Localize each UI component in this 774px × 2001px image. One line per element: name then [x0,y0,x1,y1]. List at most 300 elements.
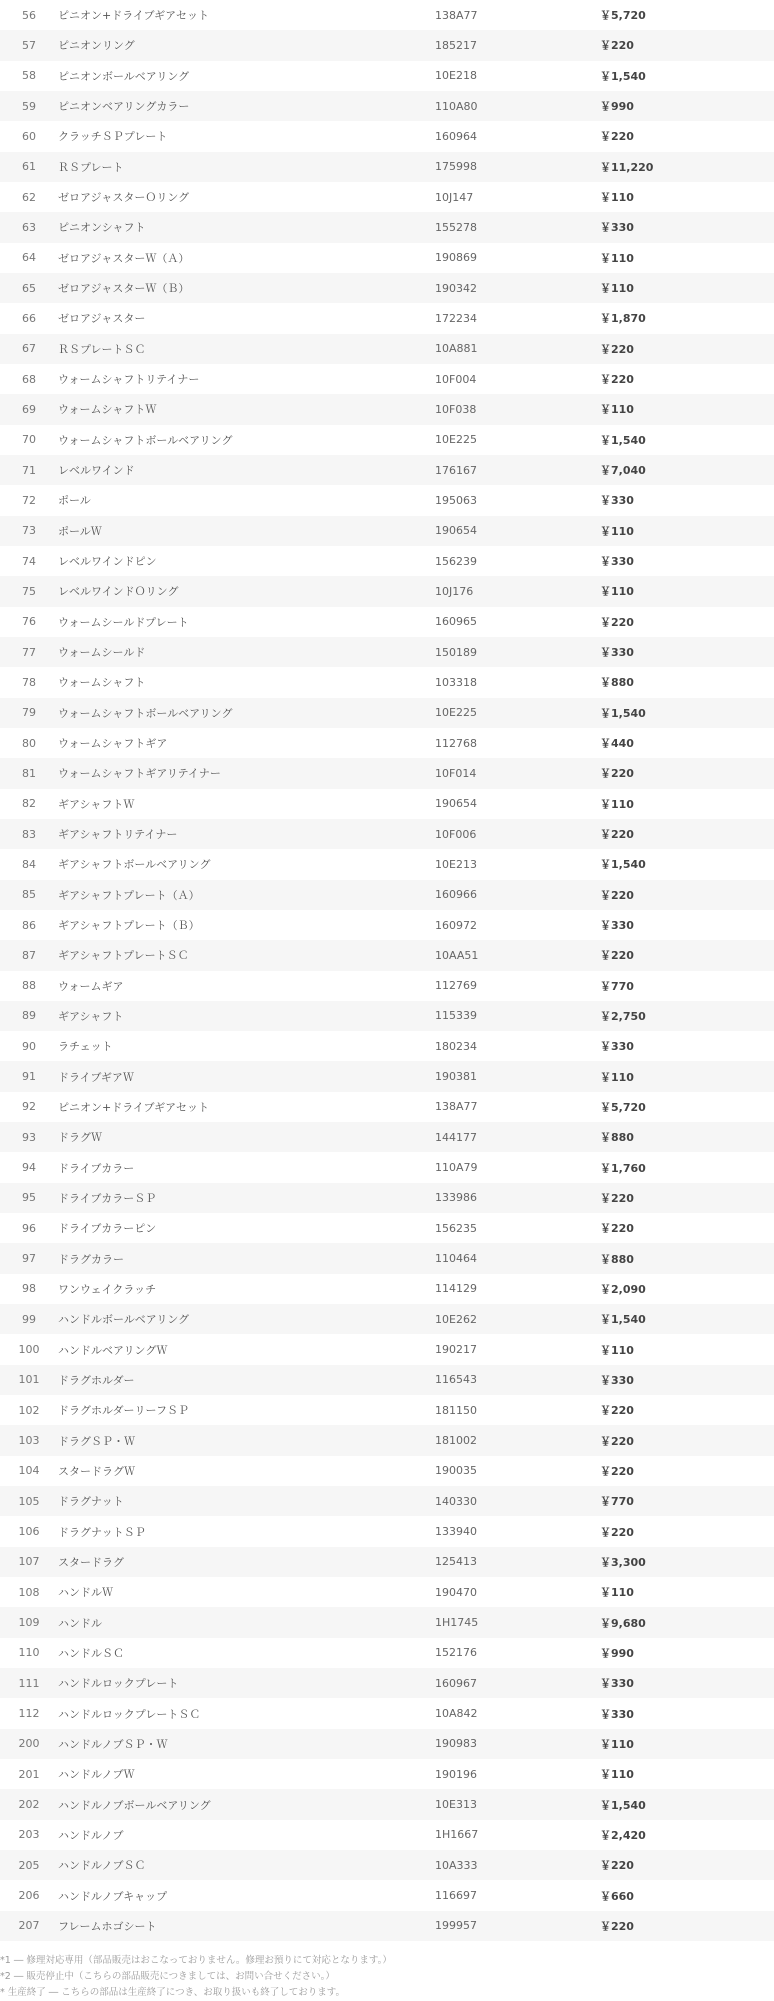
table-row [0,91,774,121]
part-price: ￥220 [584,880,774,910]
part-code: 190983 [435,1729,584,1759]
part-price: ￥220 [584,940,774,970]
part-price: ￥880 [584,1122,774,1152]
table-row [0,455,774,485]
table-row [0,607,774,637]
table-row [0,1729,774,1759]
part-price: ￥220 [584,334,774,364]
part-name: ハンドルＷ [58,1586,113,1600]
table-row [0,819,774,849]
part-code: 10E218 [435,69,477,83]
part-number: 61 [0,152,58,182]
part-name: ポールＷ [58,516,435,546]
part-code: 160966 [435,880,584,910]
part-price: ￥330 [584,637,774,667]
part-code: 125413 [435,1547,584,1577]
part-number: 89 [0,1001,58,1031]
part-code: 160967 [435,1668,584,1698]
part-name: ギアシャフトリテイナー [58,819,435,849]
part-number: 97 [0,1243,58,1273]
part-code: 10A333 [435,1850,584,1880]
part-code: 10A842 [435,1707,478,1721]
part-number: 99 [0,1304,58,1334]
part-name: レベルワインド [58,455,435,485]
part-number: 66 [22,311,36,325]
part-number: 103 [0,1425,58,1455]
table-row [0,637,774,667]
table-row [0,1031,774,1061]
part-code: 10F014 [435,758,584,788]
part-code: 10AA51 [435,940,584,970]
part-code: 133940 [435,1525,477,1539]
part-name: ドラグカラー [58,1243,435,1273]
part-number: 94 [22,1161,36,1175]
part-name: クラッチＳＰプレート [58,130,168,144]
part-name: ハンドルノブ [58,1828,124,1842]
part-name: ハンドルＳＣ [58,1646,124,1660]
table-row [0,364,774,394]
table-row [0,1183,774,1213]
part-name: ウォームシールドプレート [58,615,189,629]
part-code: 180234 [435,1039,477,1053]
part-number: 82 [22,797,36,811]
part-price: ￥1,540 [584,1789,774,1819]
table-row [0,1395,774,1425]
part-price: ￥220 [600,1525,634,1539]
part-code: 10F038 [435,394,584,424]
part-number: 91 [0,1061,58,1091]
part-number: 74 [22,554,36,568]
part-name: ハンドルロックプレートＳＣ [58,1707,201,1721]
part-number: 86 [22,918,36,932]
table-row [0,1516,774,1546]
table-row [0,273,774,303]
part-number: 71 [0,455,58,485]
part-number: 65 [0,273,58,303]
part-number: 111 [0,1668,58,1698]
part-code: 144177 [435,1122,584,1152]
part-number: 63 [0,212,58,242]
part-code: 114129 [435,1282,477,1296]
part-price: ￥440 [600,737,634,751]
part-code: 160965 [435,615,477,629]
part-number: 96 [22,1221,36,1235]
part-name: ピニオン+ドライブギアセット [58,9,210,23]
part-code: 185217 [435,30,584,60]
part-number: 64 [22,251,36,265]
part-code: 10E213 [435,857,477,871]
part-code: 199957 [435,1911,584,1941]
part-code: 195063 [435,493,477,507]
part-number: 83 [0,819,58,849]
part-name: ピニオン+ドライブギアセット [58,1100,210,1114]
note-repair-only: *1 ― 修理対応専用（部品販売はおこなっておりません。修理お預りにて対応となります。） [0,1955,392,1966]
part-code: 103318 [435,675,477,689]
part-price: ￥110 [584,1729,774,1759]
part-price: ￥220 [600,1222,634,1236]
part-number: 60 [22,129,36,143]
part-code: 138A77 [435,8,478,22]
part-code: 110464 [435,1243,584,1273]
table-row [0,1243,774,1273]
part-price: ￥2,090 [600,1282,646,1296]
part-number: 93 [0,1122,58,1152]
part-number: 98 [22,1282,36,1296]
part-price: ￥330 [600,919,634,932]
part-price: ￥990 [600,1646,634,1660]
table-row [0,1365,774,1395]
part-name: ドライブカラーピン [58,1222,157,1236]
part-code: 160972 [435,918,477,932]
part-number: 106 [18,1525,40,1539]
table-row [0,576,774,606]
part-name: スタードラグＷ [58,1464,135,1478]
part-name: ＲＳプレートＳＣ [58,334,435,364]
part-number: 205 [0,1850,58,1880]
part-number: 75 [0,576,58,606]
part-code: 10E313 [435,1789,584,1819]
part-name: ギアシャフトプレート（Ｂ） [58,919,200,932]
table-row [0,1425,774,1455]
part-number: 79 [0,698,58,728]
part-price: ￥220 [600,130,634,144]
part-price: ￥1,540 [600,858,646,872]
part-price: ￥220 [584,819,774,849]
part-code: 190869 [435,251,477,265]
table-row [0,30,774,60]
part-number: 92 [22,1100,36,1114]
table-row [0,1213,774,1243]
part-price: ￥220 [600,1464,634,1478]
part-name: ハンドルノブＳＣ [58,1850,435,1880]
part-price: ￥330 [584,212,774,242]
part-price: ￥330 [600,1707,634,1721]
part-name: ドライブギアＷ [58,1061,435,1091]
part-name: ドラグＳＰ・Ｗ [58,1425,435,1455]
table-row [0,121,774,151]
part-number: 102 [18,1403,40,1417]
part-name: ハンドル [58,1607,435,1637]
part-code: 1H1745 [435,1607,584,1637]
part-code: 152176 [435,1646,477,1660]
part-number: 201 [18,1767,40,1781]
part-price: ￥330 [600,1040,634,1054]
part-price: ￥1,760 [600,1161,646,1175]
table-row [0,303,774,333]
table-row [0,1304,774,1334]
table-row [0,1820,774,1850]
part-name: ハンドルノブＳＰ・Ｗ [58,1729,435,1759]
part-number: 105 [0,1486,58,1516]
part-code: 116543 [435,1365,584,1395]
part-number: 110 [18,1646,40,1660]
part-code: 190342 [435,273,584,303]
table-row [0,1789,774,1819]
part-name: ピニオンリング [58,30,435,60]
part-price: ￥1,540 [584,1304,774,1334]
part-number: 58 [22,69,36,83]
part-code: 175998 [435,152,584,182]
part-number: 70 [22,433,36,447]
part-code: 156239 [435,554,477,568]
part-number: 77 [0,637,58,667]
table-row [0,1607,774,1637]
part-code: 10E225 [435,698,584,728]
part-price: ￥1,540 [600,69,646,83]
part-code: 160964 [435,129,477,143]
part-number: 112 [18,1707,40,1721]
part-code: 150189 [435,637,584,667]
part-price: ￥2,420 [600,1828,646,1842]
part-name: ゼロアジャスターＯリング [58,191,190,205]
part-name: ウォームシャフトボールベアリング [58,698,435,728]
part-price: ￥330 [600,555,634,569]
part-name: ＲＳプレート [58,152,435,182]
part-name: ラチェット [58,1040,113,1054]
part-price: ￥11,220 [584,152,774,182]
table-row [0,1547,774,1577]
table-row [0,334,774,364]
part-number: 69 [0,394,58,424]
part-name: ウォームシャフトボールベアリング [58,433,233,447]
part-number: 62 [22,190,36,204]
table-row [0,1001,774,1031]
part-name: ウォームシールド [58,637,435,667]
table-row [0,1122,774,1152]
part-number: 202 [0,1789,58,1819]
table-row [0,789,774,819]
table-row [0,61,774,91]
part-name: ウォームギア [58,979,124,993]
part-number: 207 [0,1911,58,1941]
part-code: 172234 [435,311,477,325]
part-code: 190381 [435,1061,584,1091]
part-code: 10E225 [435,433,477,447]
table-row [0,1668,774,1698]
part-number: 203 [18,1828,40,1842]
table-row [0,880,774,910]
part-code: 190654 [435,797,477,811]
table-row [0,546,774,576]
part-name: ハンドルノブボールベアリング [58,1789,435,1819]
part-number: 72 [22,493,36,507]
table-row [0,910,774,940]
part-code: 10E262 [435,1304,584,1334]
part-name: ウォームシャフトギア [58,737,168,751]
part-number: 101 [0,1365,58,1395]
part-number: 84 [22,857,36,871]
table-row [0,728,774,758]
part-name: ピニオンボールベアリング [58,69,190,83]
part-name: ハンドルノブキャップ [58,1889,168,1903]
part-code: 10A881 [435,334,584,364]
part-number: 90 [22,1039,36,1053]
table-row [0,667,774,697]
part-price: ￥110 [584,394,774,424]
table-row [0,485,774,515]
part-name: ギアシャフトＷ [58,797,135,811]
part-price: ￥1,540 [584,698,774,728]
part-name: ドラグナットＳＰ [58,1525,146,1539]
part-code: 10J147 [435,190,474,204]
part-code: 190196 [435,1767,477,1781]
part-name: ギアシャフトプレート（Ａ） [58,880,435,910]
part-name: ウォームシャフト [58,676,146,690]
part-name: ウォームシャフトギアリテイナー [58,758,435,788]
part-price: ￥880 [600,676,634,690]
part-price: ￥1,870 [600,312,646,326]
part-code: 112769 [435,979,477,993]
part-name: ギアシャフトプレートＳＣ [58,940,435,970]
part-number: 76 [22,615,36,629]
part-number: 68 [22,372,36,386]
part-price: ￥5,720 [600,9,646,23]
part-number: 95 [0,1183,58,1213]
part-name: ピニオンベアリングカラー [58,91,435,121]
part-price: ￥330 [600,494,634,508]
part-code: 176167 [435,455,584,485]
part-code: 190035 [435,1464,477,1478]
part-number: 88 [22,979,36,993]
part-price: ￥110 [584,576,774,606]
part-code: 155278 [435,212,584,242]
part-price: ￥220 [584,1425,774,1455]
table-row [0,1577,774,1607]
table-row [0,1880,774,1910]
part-number: 87 [0,940,58,970]
part-name: ピニオンシャフト [58,212,435,242]
part-code: 110A80 [435,91,584,121]
part-number: 81 [0,758,58,788]
table-row [0,971,774,1001]
table-row [0,1638,774,1668]
part-name: ドライブカラー [58,1161,135,1175]
part-name: ゼロアジャスターＷ（Ｂ） [58,273,435,303]
part-code: 115339 [435,1001,584,1031]
part-number: 59 [0,91,58,121]
table-row [0,1061,774,1091]
part-name: ドラグホルダーリーフＳＰ [58,1404,190,1418]
part-price: ￥660 [600,1889,634,1903]
part-name: ドラグＷ [58,1122,435,1152]
table-row [0,1274,774,1304]
part-price: ￥110 [584,273,774,303]
part-number: 57 [0,30,58,60]
part-name: スタードラグ [58,1547,435,1577]
part-name: レベルワインドＯリング [58,576,435,606]
table-row [0,1486,774,1516]
part-number: 206 [18,1889,40,1902]
part-name: ウォームシャフトＷ [58,394,435,424]
part-price: ￥220 [584,1850,774,1880]
part-number: 200 [0,1729,58,1759]
part-code: 181002 [435,1425,584,1455]
part-number: 56 [22,8,36,22]
table-row [0,425,774,455]
table-row [0,1759,774,1789]
table-row [0,1698,774,1728]
part-price: ￥7,040 [584,455,774,485]
table-row [0,1092,774,1122]
part-code: 156235 [435,1221,477,1235]
part-name: ゼロアジャスターＷ（Ａ） [58,251,190,265]
part-name: ドラグホルダー [58,1365,435,1395]
part-number: 104 [18,1464,40,1478]
part-price: ￥110 [600,797,634,811]
part-name: ポール [58,494,91,508]
table-row [0,152,774,182]
table-row [0,182,774,212]
part-code: 140330 [435,1486,584,1516]
part-number: 100 [18,1343,40,1357]
part-code: 1H1667 [435,1828,479,1842]
part-code: 190217 [435,1343,477,1357]
part-price: ￥110 [600,1768,634,1782]
table-row [0,212,774,242]
part-number: 78 [22,675,36,689]
part-number: 85 [0,880,58,910]
part-name: ハンドルボールベアリング [58,1304,435,1334]
part-price: ￥220 [584,758,774,788]
part-code: 110A79 [435,1161,478,1175]
part-code: 181150 [435,1403,477,1417]
part-price: ￥330 [584,1365,774,1395]
part-code: 138A77 [435,1100,478,1114]
part-name: レベルワインドピン [58,555,157,569]
part-price: ￥220 [584,1911,774,1941]
table-row [0,849,774,879]
part-price: ￥990 [584,91,774,121]
part-price: ￥220 [584,1183,774,1213]
part-code: 116697 [435,1889,477,1902]
part-name: ドライブカラーＳＰ [58,1183,435,1213]
table-row [0,1334,774,1364]
part-name: ハンドルロックプレート [58,1668,435,1698]
part-price: ￥9,680 [584,1607,774,1637]
part-price: ￥770 [584,1486,774,1516]
part-price: ￥110 [584,1061,774,1091]
table-row [0,0,774,30]
part-price: ￥770 [600,979,634,993]
part-code: 190654 [435,516,584,546]
part-price: ￥220 [600,373,634,387]
part-number: 73 [0,516,58,546]
part-code: 10J176 [435,576,584,606]
part-price: ￥110 [600,191,634,205]
part-name: ワンウェイクラッチ [58,1282,157,1296]
part-price: ￥1,540 [600,433,646,447]
table-row [0,698,774,728]
part-code: 10F006 [435,819,584,849]
table-row [0,1850,774,1880]
part-price: ￥110 [600,251,634,265]
table-row [0,1456,774,1486]
table-row [0,1152,774,1182]
part-code: 133986 [435,1183,584,1213]
part-price: ￥220 [600,1404,634,1418]
part-price: ￥110 [584,516,774,546]
part-number: 109 [0,1607,58,1637]
part-number: 67 [0,334,58,364]
part-price: ￥220 [584,30,774,60]
part-price: ￥2,750 [584,1001,774,1031]
part-name: ギアシャフト [58,1001,435,1031]
part-number: 107 [0,1547,58,1577]
part-code: 112768 [435,736,477,750]
table-row [0,1911,774,1941]
table-row [0,940,774,970]
table-row [0,516,774,546]
